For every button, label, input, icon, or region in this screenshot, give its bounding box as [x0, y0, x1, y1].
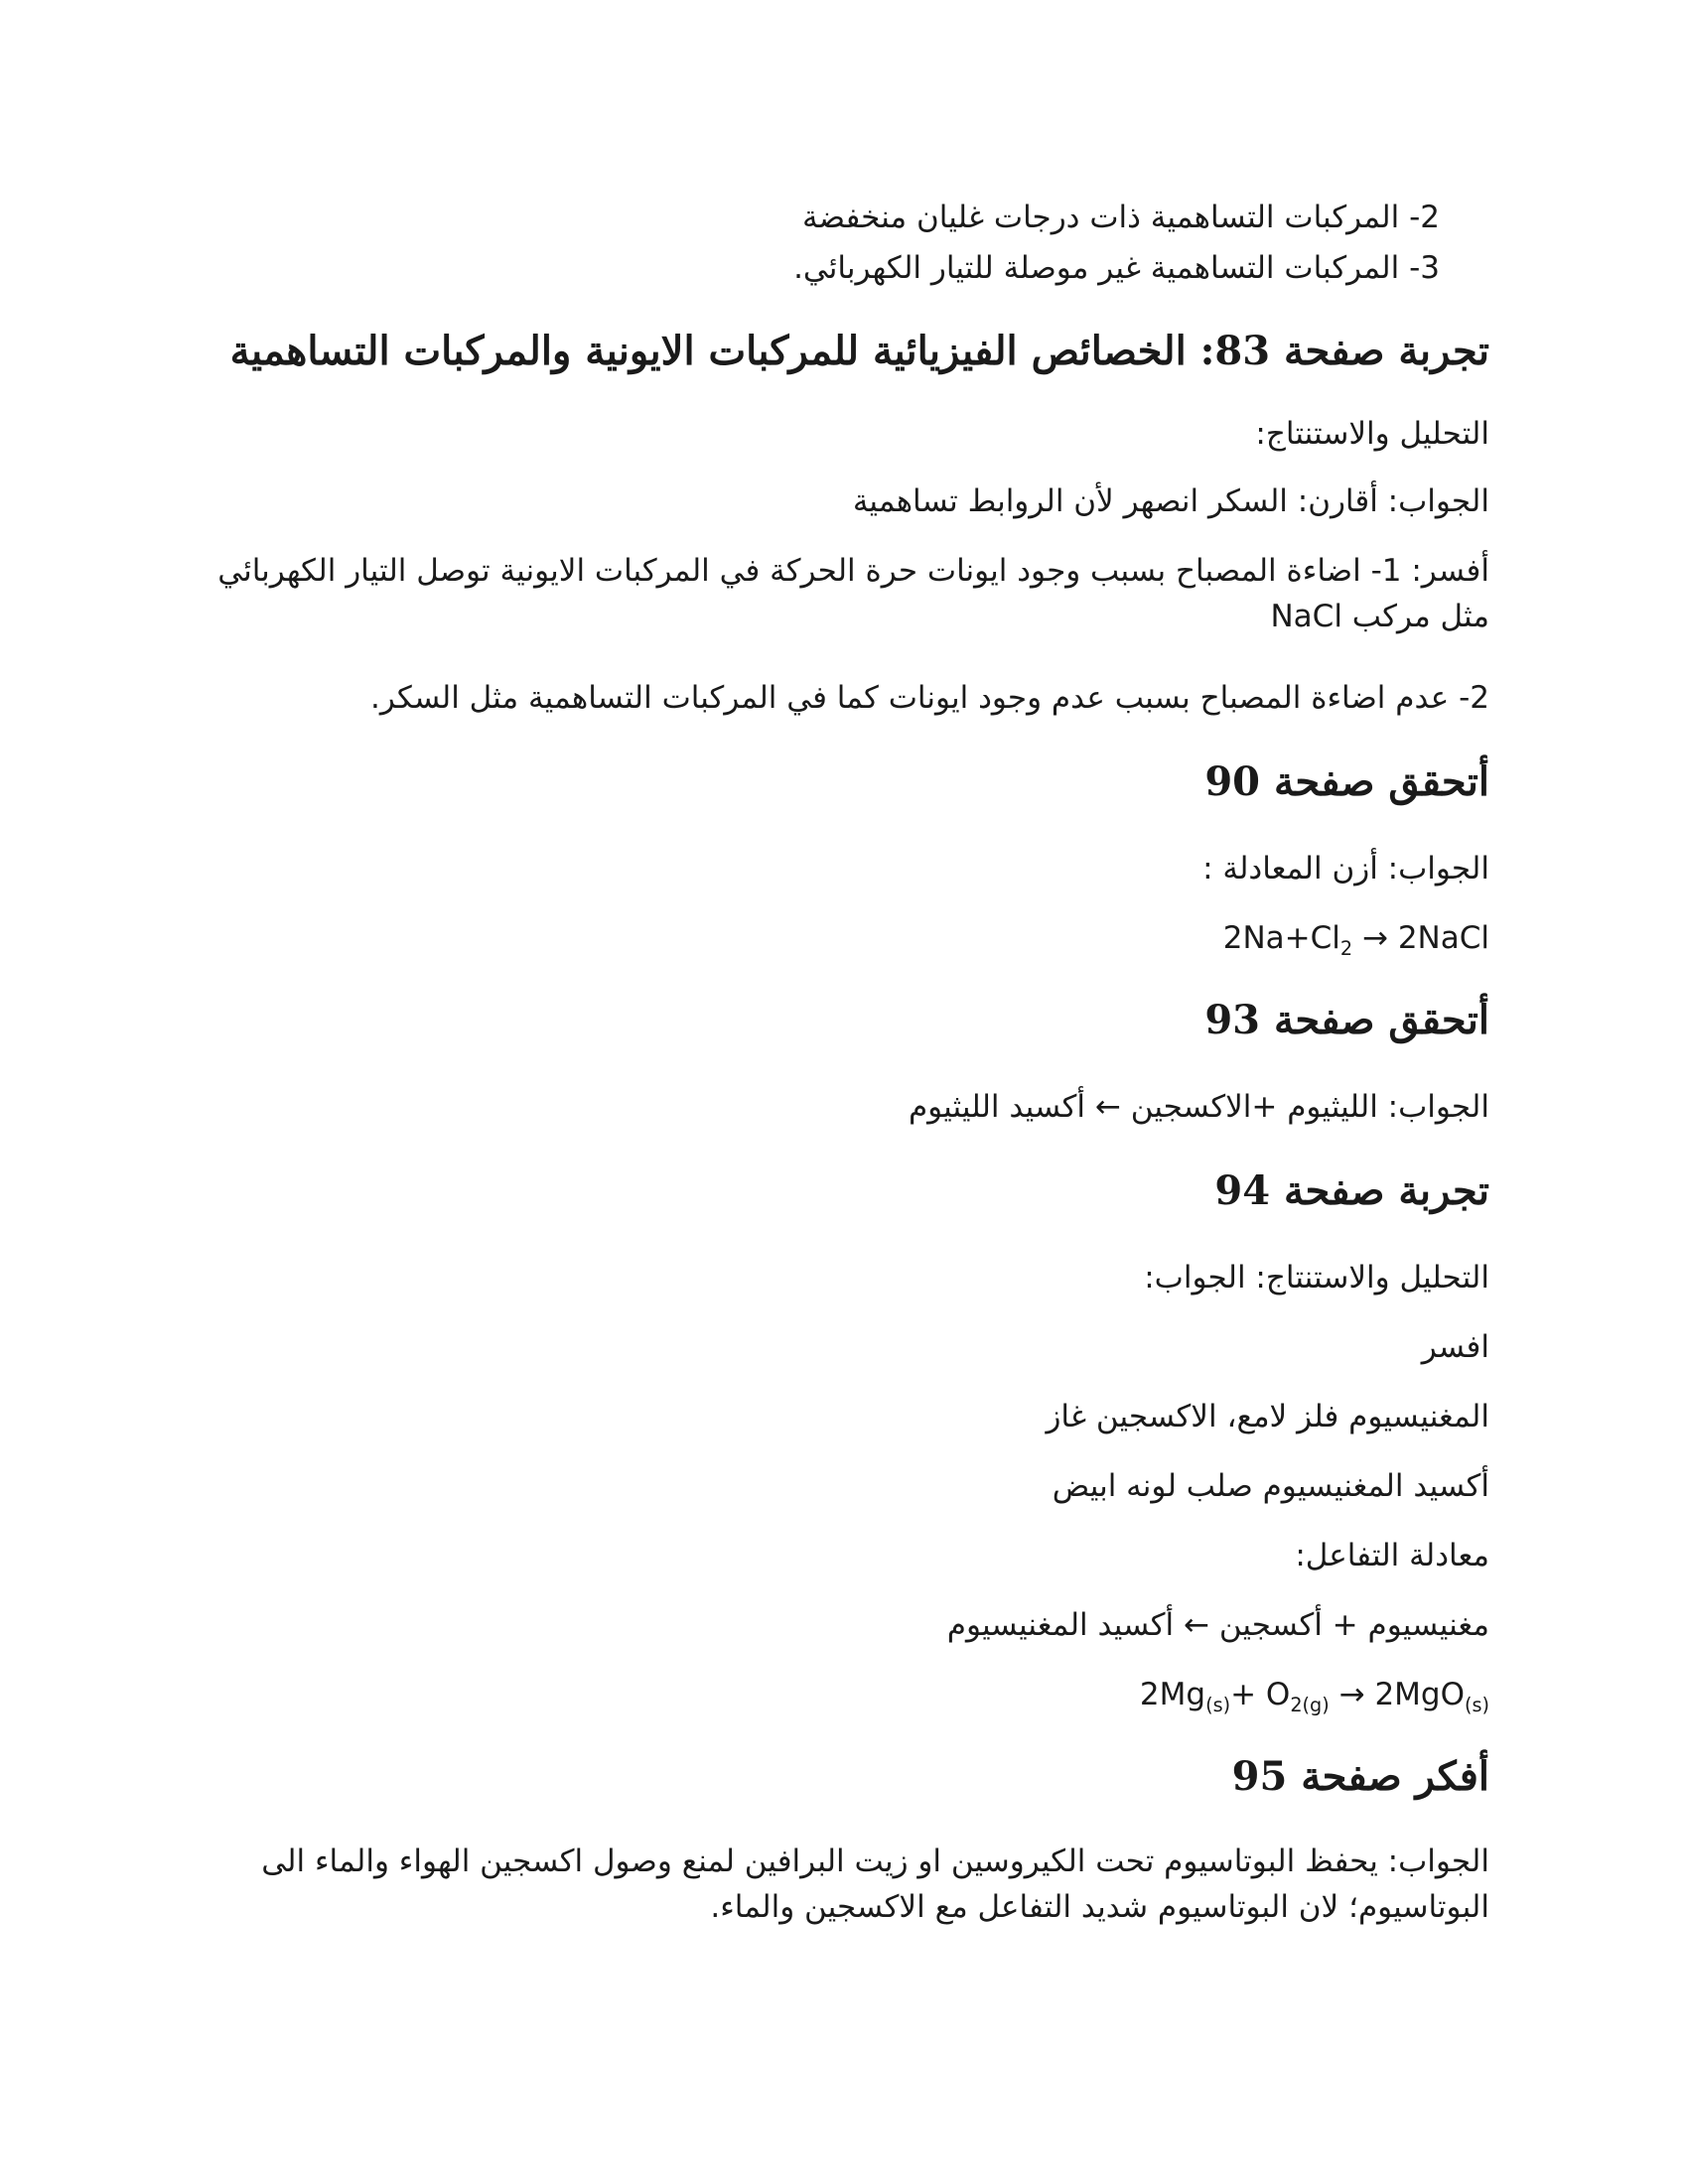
document-page [199, 0, 1489, 2184]
word-equation: مغنيسيوم + أكسجين ← أكسيد المغنيسيوم [946, 1607, 1489, 1643]
equation-label: معادلة التفاعل: [1295, 1538, 1489, 1573]
section-heading-94: تجربة صفحة 94 [1214, 1167, 1489, 1214]
analysis-label: التحليل والاستنتاج: [1255, 416, 1489, 452]
section-heading-90: أتحقق صفحة 90 [1204, 758, 1489, 805]
section-heading-83: تجربة صفحة 83: الخصائص الفيزيائية للمركبات الايونية والمركبات التساهمية [229, 328, 1489, 374]
lithium-answer: الجواب: الليثيوم +الاكسجين ← أكسيد الليثيوم [908, 1089, 1489, 1125]
analysis-answer-label: التحليل والاستنتاج: الجواب: [1144, 1260, 1489, 1296]
explain-answer-1: أفسر: 1- اضاءة المصباح بسبب وجود ايونات حرة الحركة في المركبات الايونية توصل التيار الكهربائي مثل مركب NaCl [217, 553, 1489, 634]
arrow-icon: → [1338, 1677, 1365, 1712]
magnesium-equation-line [199, 1672, 1489, 1728]
equation-line [199, 915, 1489, 972]
list-item-3: 3- المركبات التساهمية غير موصلة للتيار الكهربائي. [793, 250, 1440, 286]
compare-answer: الجواب: أقارن: السكر انصهر لأن الروابط تساهمية [852, 483, 1489, 519]
oxide-description: أكسيد المغنيسيوم صلب لونه ابيض [1052, 1468, 1489, 1504]
potassium-answer: الجواب: يحفظ البوتاسيوم تحت الكيروسين او زيت البرافين لمنع وصول اكسجين الهواء والماء الى البوتاسيوم؛ لان البوتاسيوم شديد التفاعل مع الاكسجين والماء. [261, 1843, 1489, 1925]
magnesium-equation: $2Mg_{(s)}+ O_{2(g)} \to 2MgO_{(s)}$ [1139, 1677, 1489, 1717]
list-item-2: 2- المركبات التساهمية ذات درجات غليان منخفضة [802, 200, 1440, 235]
explain-label: افسر [1421, 1329, 1489, 1365]
sodium-chlorine-equation: $2Na+Cl_2$ → 2NaCl [1222, 920, 1489, 961]
section-heading-95: أفكر صفحة 95 [1231, 1753, 1489, 1800]
section-heading-93: أتحقق صفحة 93 [1204, 997, 1489, 1043]
explain-answer-2: 2- عدم اضاءة المصباح بسبب عدم وجود ايونات كما في المركبات التساهمية مثل السكر. [370, 680, 1489, 716]
arrow-icon: → [1361, 920, 1388, 956]
balance-answer: الجواب: أزن المعادلة : [1202, 851, 1489, 887]
magnesium-description: المغنيسيوم فلز لامع، الاكسجين غاز [1046, 1399, 1489, 1434]
